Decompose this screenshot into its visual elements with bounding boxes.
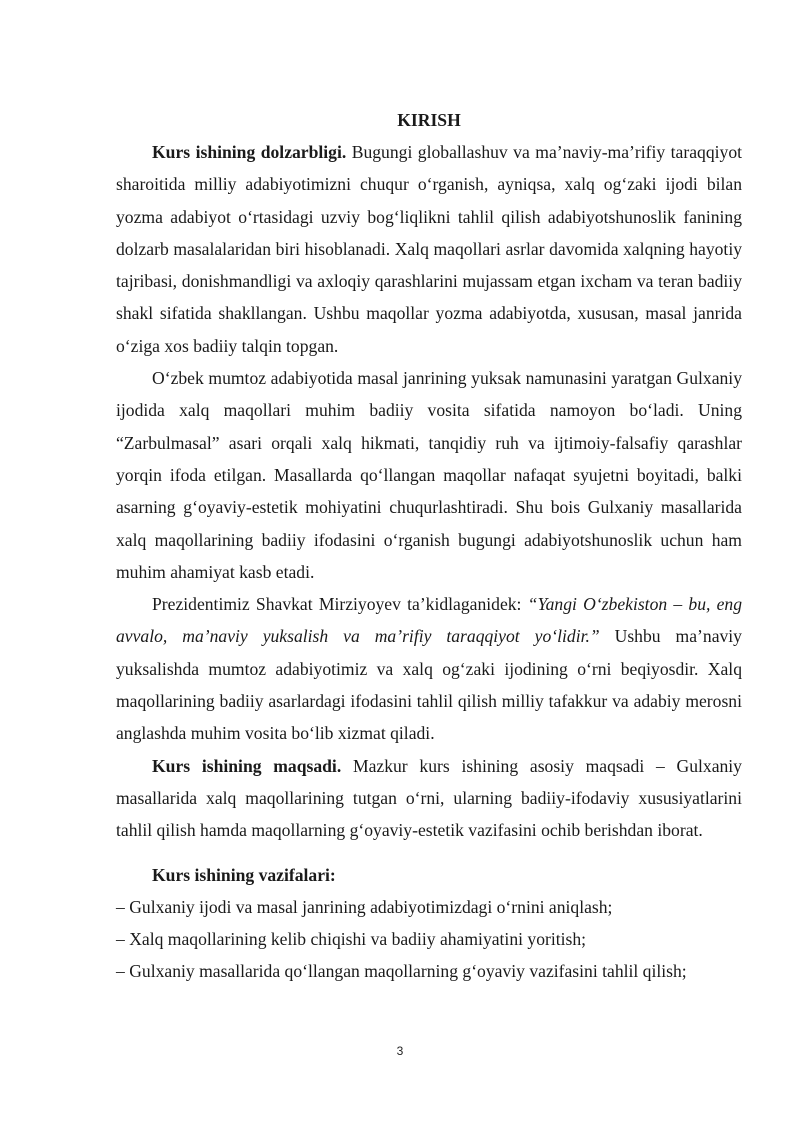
task-item: – Xalq maqollarining kelib chiqishi va badiiy ahamiyatini yoritish; <box>116 929 587 950</box>
relevance-text: Bugungi globallashuv va ma’naviy-ma’rifiy taraqqiyot sharoitida milliy adabiyotimizni chuqur o‘rganish, ayniqsa, xalq og‘zaki ijodi bilan yozma adabiyot o‘rtasidagi uzviy bog‘liqlikni tahlil qilish adabiyotshunoslik fanining dolzarb masalalaridan biri hisoblanadi. Xalq maqollari asrlar davomida xalqning hayotiy tajribasi, donishmandligi va axloqiy qarashlarini mujassam etgan ixcham va teran badiiy shakl sifatida shakllangan. Ushbu maqollar yozma adabiyotda, xususan, masal janrida o‘ziga xos badiiy talqin topgan. <box>116 142 742 356</box>
page-content <box>116 104 742 988</box>
gulxaniy-paragraph: O‘zbek mumtoz adabiyotida masal janrining yuksak namunasini yaratgan Gulxaniy ijodida xalq maqollari muhim badiiy vosita sifatida namoyon bo‘ladi. Uning “Zarbulmasal” asari orqali xalq hikmati, tanqidiy ruh va ijtimoiy-falsafiy qarashlar yorqin ifoda etilgan. Masallarda qo‘llangan maqollar nafaqat syujetni boyitadi, balki asarning g‘oyaviy-estetik mohiyatini chuqurlashtiradi. Shu bois Gulxaniy masallarida xalq maqollarining badiiy ifodasini o‘rganish bugungi adabiyotshunoslik uchun ham muhim ahamiyat kasb etadi. <box>116 368 742 582</box>
relevance-label: Kurs ishining dolzarbligi. <box>152 142 347 162</box>
president-intro: Prezidentimiz Shavkat Mirziyoyev ta’kidlaganidek: <box>152 594 528 615</box>
task-item: – Gulxaniy masallarida qo‘llangan maqollarning g‘oyaviy vazifasini tahlil qilish; <box>116 961 687 982</box>
page-number: 3 <box>396 1044 404 1058</box>
relevance-paragraph <box>116 136 742 362</box>
purpose-paragraph <box>116 750 742 847</box>
president-quote: “Yangi O‘zbekiston – bu, eng avvalo, ma’naviy yuksalish va ma’rifiy taraqqiyot yo‘lidir.” <box>116 594 743 647</box>
president-paragraph <box>116 588 742 749</box>
task-item: – Gulxaniy ijodi va masal janrining adabiyotimizdagi o‘rnini aniqlash; <box>116 896 613 917</box>
purpose-text: Mazkur kurs ishining asosiy maqsadi – Gulxaniy masallarida xalq maqollarining tutgan o‘rni, ularning badiiy-ifodaviy xususiyatlarini tahlil qilish hamda maqollarning g‘oyaviy-estetik vazifasini ochib berishdan iborat. <box>116 755 742 841</box>
section-heading: KIRISH <box>397 110 461 130</box>
president-text: Ushbu ma’naviy yuksalishda mumtoz adabiyotimiz va xalq og‘zaki ijodining o‘rni beqiyosdir. Xalq maqollarining badiiy asarlardagi ifodasini tahlil qilish milliy tafakkur va adabiy merosni anglashda muhim vosita bo‘lib xizmat qiladi. <box>116 626 742 744</box>
purpose-label: Kurs ishining maqsadi. <box>152 755 342 776</box>
tasks-heading: Kurs ishining vazifalari: <box>152 864 336 885</box>
